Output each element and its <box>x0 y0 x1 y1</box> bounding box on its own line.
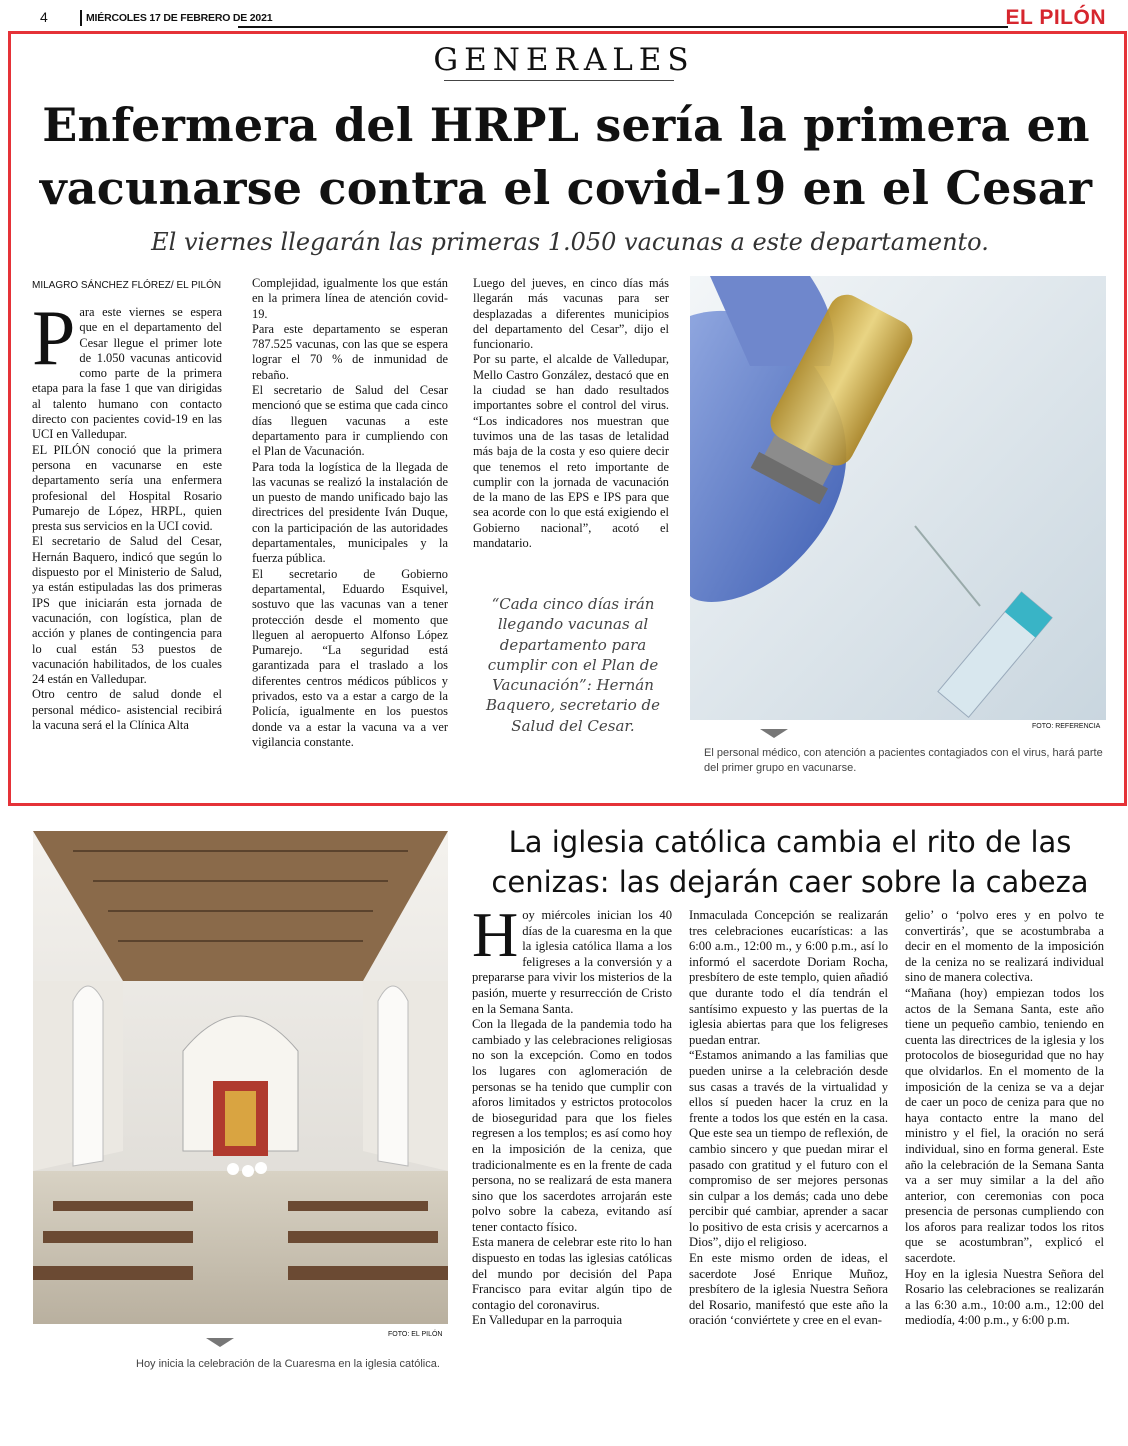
story1-column-2 <box>252 276 448 750</box>
story1-column-3 <box>473 276 669 551</box>
story2-dropcap: H <box>472 899 519 970</box>
story2-headline: La iglesia católica cambia el rito de las cenizas: las dejarán caer sobre la cabeza <box>491 825 1089 899</box>
story1-headline-line2: vacunarse contra el covid-19 en el Cesar <box>39 161 1093 215</box>
story2-column-1 <box>472 899 672 1329</box>
story1-headline-line1: Enfermera del HRPL sería la primera en <box>42 98 1090 152</box>
story1-paragraph: ara este viernes se espera que en el departamento del Cesar llegue el primer lote de 1.050 vacunas anticovid como parte de la primera etapa para la fase 1 que van dirigidas al talento humano con contacto directo con pacientes covid-19 en las UCI en Valledupar. <box>32 305 222 442</box>
church-photo-caption: Hoy inicia la celebración de la Cuaresma en la iglesia católica. <box>136 1358 440 1370</box>
story2-paragraph: Hoy en la iglesia Nuestra Señora del Rosario las celebraciones se realizarán a las 6:30 a.m., 10:00 a.m., 12:00 del mediodía, 4:00 p.m., y 6:00 p.m. <box>905 1266 1104 1328</box>
page-folio <box>18 8 1110 30</box>
story2-column-3 <box>905 908 1104 1329</box>
story2-paragraph: “Mañana (hoy) empiezan todos los actos de la Semana Santa, este año tiene un pequeño cambio, teniendo en cuenta las directrices de la iglesia y los protocolos de bioseguridad que no hay que olvidarlos. En el momento de la imposición de la ceniza se va a dejar de caer un poco de ceniza para que no haya contacto entre la mano del ministro y el fiel, la oración no será individual, sino en forma general. Este año la celebración de la Semana Santa va a ser muy similar a la del año anterior, con ceremonias con poca presencia de personas cumpliendo con los aforos para realizar todos los ritos que se acostumbran”, explicó el sacerdote. <box>905 985 1104 1266</box>
story1-paragraph: Luego del jueves, en cinco días más llegarán más vacunas para ser desplazadas a diferentes municipios del departamento del Cesar”, dijo el funcionario. <box>473 276 669 352</box>
story1-paragraph: El secretario de Salud del Cesar, Hernán Baquero, indicó que según lo dispuesto por el Ministerio de Salud, ya están estipuladas las dos primeras IPS que iniciarán esta jornada de vacunación, con logística, plan de acción y planes de contingencia para lo cual están 53 puestos de vacunación habilitados, de los cuales 24 están en Valledupar. <box>32 534 222 687</box>
story1-paragraph: Por su parte, el alcalde de Valledupar, Mello Castro González, destacó que en la ciudad se han dado resultados importantes sobre el control del virus. “Los indicadores nos muestran que tuvimos una de las tasas de letalidad más baja de la costa y eso quiere decir que tenemos el reto importante de cumplir con la jornada de vacunación de la mano de las EPS e IPS para que sea acorde con lo que está exigiendo el Gobierno nacional”, acotó el mandatario. <box>473 352 669 551</box>
story1-paragraph: El secretario de Salud del Cesar mencionó que se estima que cada cinco días lleguen vacunas a este departamento para ir cumpliendo con el Plan de Vacunación. <box>252 383 448 459</box>
story1-paragraph: EL PILÓN conoció que la primera persona en vacunarse en este departamento sería una enfermera profesional del Hospital Rosario Pumarejo de López, HRPL, quien presta sus servicios en la UCI covid. <box>32 442 222 534</box>
story1-paragraph: El secretario de Gobierno departamental, Eduardo Esquivel, sostuvo que las vacunas van a tener protección desde el momento que lleguen al aeropuerto Alfonso López Pumarejo. “La seguridad está garantizada para el traslado a los diferentes centros médicos públicos y privados, esto va a estar a cargo de la Policía, igualmente en los puestos donde va a estar la vacuna va a ver vigilancia constante. <box>252 566 448 749</box>
story1-headline <box>16 94 1116 220</box>
story1-deck: El viernes llegarán las primeras 1.050 vacunas a este departamento. <box>151 228 989 256</box>
story2-paragraph: gelio’ o ‘polvo eres y en polvo te convertirás’, que se acostumbraba a decir en el momento de la imposición de la ceniza no se realizará individual sino de manera colectiva. <box>905 908 1104 985</box>
folio-separator <box>80 10 82 26</box>
story2-paragraph: oy miércoles inician los 40 días de la cuaresma en la que la iglesia católica llama a los feligreses a la conversión y a prepararse para vivir los misterios de la pasión, muerte y resurrección de Cristo en la Semana Santa. <box>472 908 672 1016</box>
caption-pointer-icon <box>206 1338 234 1347</box>
masthead-brand: EL PILÓN <box>1005 6 1106 29</box>
story2-paragraph: En este mismo orden de ideas, el sacerdote José Enrique Muñoz, presbítero de la iglesia Nuestra Señora del Rosario, manifestó que este año la oración ‘conviértete y cree en el evan- <box>689 1251 888 1328</box>
story1-paragraph: Para este departamento se esperan 787.525 vacunas, con las que se espera lograr el 70 % de inmunidad de rebaño. <box>252 321 448 382</box>
vaccine-photo <box>690 276 1106 720</box>
story1-paragraph: Complejidad, igualmente los que están en la primera línea de atención covid-19. <box>252 276 448 321</box>
issue-date: MIÉRCOLES 17 DE FEBRERO DE 2021 <box>86 12 273 24</box>
story2-paragraph: “Estamos animando a las familias que pueden unirse a la celebración desde sus casas a través de la virtualidad y ellos sí pueden hacer la cruz en la frente a todos los que estén en la casa. Que este sea un tiempo de reflexión, de cambio sincero y que puedan mirar el pasado con gratitud y el futuro con el compromiso de ser mejores personas sin culpar a los demás; cada uno debe percibir qué cambiar, aprender a sacar lo positivo de esta crisis y acercarnos a Dios”, dijo el religioso. <box>689 1048 888 1250</box>
section-rule <box>444 80 674 81</box>
story1-byline: MILAGRO SÁNCHEZ FLÓREZ/ EL PILÓN <box>32 280 222 291</box>
story2-paragraph: En Valledupar en la parroquia <box>472 1313 623 1328</box>
story1-paragraph: Otro centro de salud donde el personal médico- asistencial recibirá la vacuna será el la Clínica Alta <box>32 687 222 733</box>
vaccine-photo-caption: El personal médico, con atención a pacientes contagiados con el virus, hará parte del primer grupo en vacunarse. <box>704 747 1103 774</box>
story1-pullquote: “Cada cinco días irán llegando vacunas al departamento para cumplir con el Plan de Vacunación”: Hernán Baquero, secretario de Salud del Cesar. <box>485 595 661 735</box>
church-photo <box>33 831 448 1324</box>
page-number: 4 <box>40 9 48 25</box>
story2-paragraph: Esta manera de celebrar este rito lo han dispuesto en todas las iglesias católicas del mundo por decisión del Papa Francisco para evitar algún tipo de contagio del coronavirus. <box>472 1235 672 1312</box>
church-photo-credit: FOTO: EL PILÓN <box>388 1331 443 1338</box>
folio-rule <box>238 26 1008 28</box>
story1-paragraph: Para toda la logística de la llegada de las vacunas se realizó la instalación de un puesto de mando unificado bajo las directrices del presidente Iván Duque, con la participación de las autoridades departamentales, municipales y la fuerza pública. <box>252 459 448 566</box>
story1-dropcap: P <box>32 294 76 381</box>
vaccine-photo-credit: FOTO: REFERENCIA <box>1032 723 1101 730</box>
story2-paragraph: Inmaculada Concepción se realizarán tres celebraciones eucarísticas: a las 6:00 a.m., 12:00 m., y 6:00 p.m., así lo informó el sacerdote Doriam Rocha, presbítero de este templo, quien añadió que durante todo el día tendrán el santísimo expuesto y las puertas de la iglesia abiertas para que los feligreses puedan entrar. <box>689 908 888 1047</box>
story2-paragraph: Con la llegada de la pandemia todo ha cambiado y las celebraciones religiosas no son la excepción. Como en todos los lugares con aglomeración de personas se ha tenido que cumplir con aforos limitados y estrictos protocolos de bioseguridad para que los fieles regresen a los templos; es así como hoy en la imposición de la ceniza, que tradicionalmente es en la frente de cada persona, no se realizará de esta manera sino que los sacerdotes arrojarán este polvo sobre la cabeza, evitando así tener contacto físico. <box>472 1017 672 1234</box>
story1-column-1 <box>32 294 222 733</box>
caption-pointer-icon <box>760 729 788 738</box>
story2-column-2 <box>689 908 888 1329</box>
section-label: GENERALES <box>433 42 695 78</box>
